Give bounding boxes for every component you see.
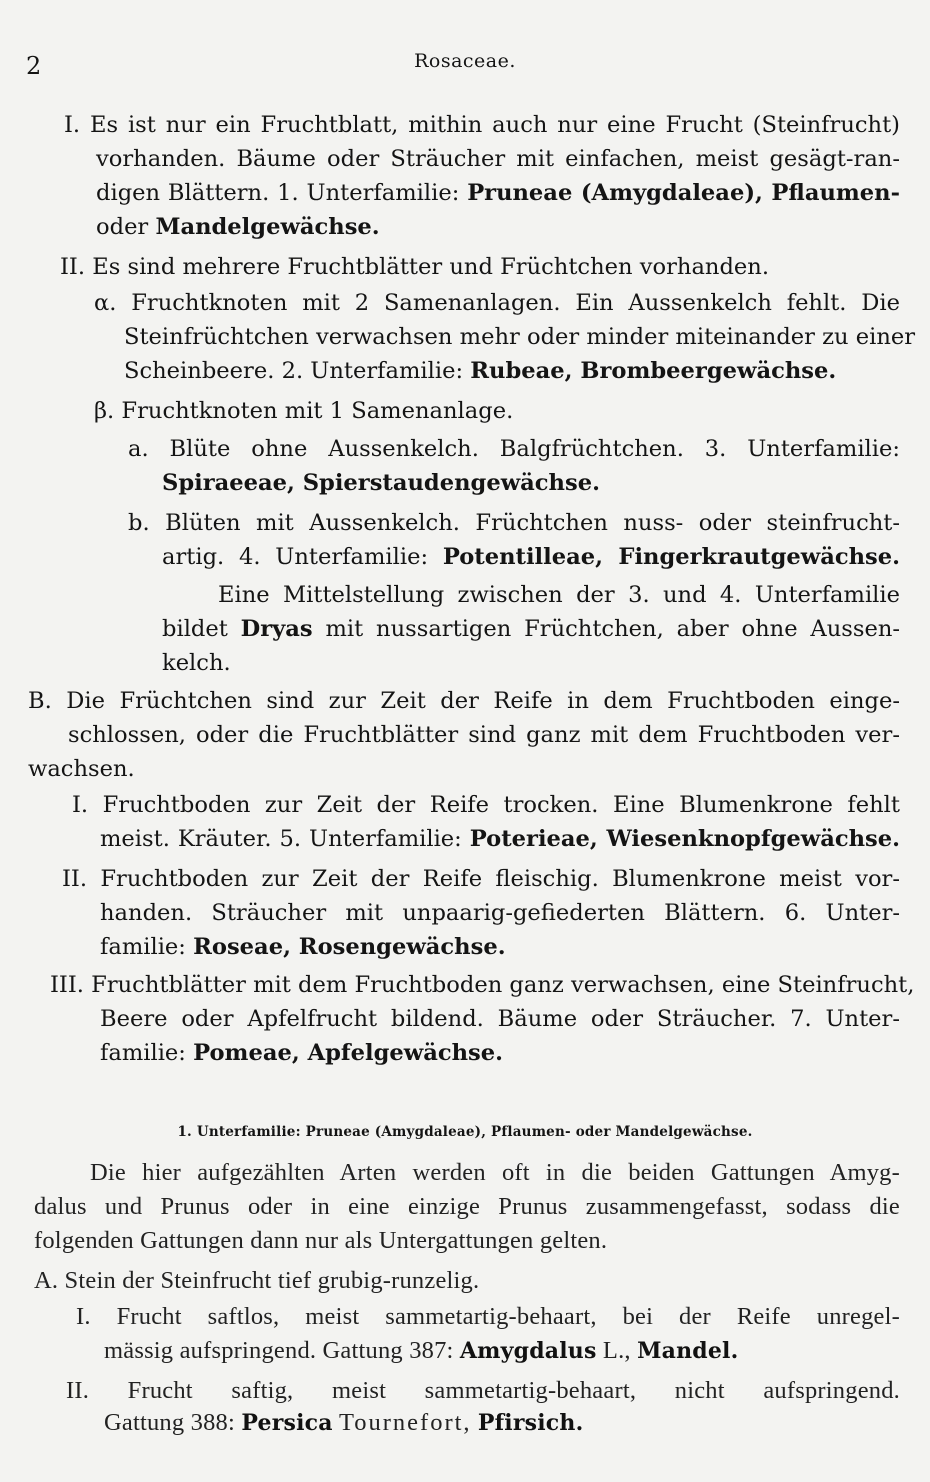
key-line: B. Die Früchtchen sind zur Zeit der Reife in dem Fruchtboden einge- [28, 688, 900, 714]
key-line: A. Stein der Steinfrucht tief grubig-runzelig. [34, 1267, 480, 1294]
subfamily-name: Pruneae (Amygdaleae), Pflaumen- [467, 180, 900, 206]
text: bildet [162, 616, 228, 642]
text: digen Blättern. 1. Unterfamilie: [96, 180, 460, 206]
key-line [96, 176, 900, 210]
key-line: b. Blüten mit Aussenkelch. Früchtchen nuss- oder steinfrucht- [128, 510, 900, 536]
key-line: handen. Sträucher mit unpaarig-gefiederten Blättern. 6. Unter- [100, 900, 900, 926]
paragraph-line: Die hier aufgezählten Arten werden oft in die beiden Gattungen Amyg- [90, 1159, 900, 1186]
common-name: Mandel. [637, 1338, 739, 1364]
key-line: wachsen. [28, 756, 135, 782]
text: Gattung 388: [104, 1409, 236, 1436]
key-line: II. Es sind mehrere Fruchtblätter und Früchtchen vorhanden. [60, 254, 770, 280]
key-line [162, 612, 900, 646]
text: familie: [100, 1040, 186, 1066]
text: mässig aufspringend. Gattung 387: [104, 1337, 454, 1364]
running-title: Rosaceae. [414, 50, 516, 72]
key-line [100, 930, 506, 964]
key-line: α. Fruchtknoten mit 2 Samenanlagen. Ein Aussenkelch fehlt. Die [94, 290, 900, 316]
key-line [162, 540, 900, 574]
subfamily-name: Pomeae, Apfelgewächse. [193, 1040, 504, 1066]
key-line: II. Frucht saftig, meist sammetartig-behaart, nicht aufspringend. [66, 1377, 900, 1404]
subfamily-name: Mandelgewächse. [155, 214, 380, 240]
text: meist. Kräuter. 5. Unterfamilie: [100, 826, 462, 852]
key-line: I. Frucht saftlos, meist sammetartig-behaart, bei der Reife unregel- [76, 1303, 900, 1330]
key-line: schlossen, oder die Fruchtblätter sind ganz mit dem Fruchtboden ver- [68, 722, 900, 748]
paragraph-line: dalus und Prunus oder in eine einzige Prunus zusammengefasst, sodass die [34, 1193, 900, 1220]
key-line: II. Fruchtboden zur Zeit der Reife fleischig. Blumenkrone meist vor- [62, 866, 900, 892]
section-title: 1. Unterfamilie: Pruneae (Amygdaleae), Pflaumen- oder Mandelgewächse. [177, 1124, 753, 1140]
key-line: a. Blüte ohne Aussenkelch. Balgfrüchtchen. 3. Unterfamilie: [128, 436, 900, 462]
key-line [104, 1406, 583, 1440]
subfamily-name: Potentilleae, Fingerkrautgewächse. [442, 544, 900, 570]
key-line: Beere oder Apfelfrucht bildend. Bäume oder Sträucher. 7. Unter- [100, 1006, 900, 1032]
text: familie: [100, 934, 186, 960]
author: L., [602, 1337, 631, 1364]
common-name: Pfirsich. [477, 1410, 584, 1436]
genus-name: Amygdalus [459, 1338, 597, 1364]
subfamily-name: Poterieae, Wiesenknopfgewächse. [469, 826, 900, 852]
text: mit nussartigen Früchtchen, aber ohne Aussen- [325, 616, 901, 642]
key-line: Eine Mittelstellung zwischen der 3. und 4. Unterfamilie [218, 582, 900, 608]
subfamily-name: Spiraeeae, Spierstaudengewächse. [162, 470, 600, 496]
key-line: β. Fruchtknoten mit 1 Samenanlage. [94, 398, 514, 424]
paragraph-line: folgenden Gattungen dann nur als Untergattungen gelten. [34, 1227, 608, 1254]
genus-name: Dryas [240, 616, 313, 642]
key-line: I. Fruchtboden zur Zeit der Reife trocken. Eine Blumenkrone fehlt [72, 792, 900, 818]
key-line [96, 210, 380, 244]
genus-name: Persica [241, 1410, 333, 1436]
key-line [100, 1036, 503, 1070]
subfamily-name: Rubeae, Brombeergewächse. [470, 358, 837, 384]
key-line: kelch. [162, 650, 231, 676]
key-line: III. Fruchtblätter mit dem Fruchtboden ganz verwachsen, eine Steinfrucht, [50, 972, 915, 998]
key-line: Steinfrüchtchen verwachsen mehr oder minder miteinander zu einer [124, 324, 916, 350]
key-line [124, 354, 836, 388]
key-line [104, 1334, 738, 1368]
key-line: vorhanden. Bäume oder Sträucher mit einfachen, meist gesägt-ran- [96, 146, 900, 172]
subfamily-name: Roseae, Rosengewächse. [193, 934, 506, 960]
text: artig. 4. Unterfamilie: [162, 544, 429, 570]
key-line: I. Es ist nur ein Fruchtblatt, mithin auch nur eine Frucht (Steinfrucht) [64, 112, 900, 138]
text: oder [96, 214, 149, 240]
key-line [100, 822, 900, 856]
author: Tournefort, [339, 1409, 472, 1436]
text: Scheinbeere. 2. Unterfamilie: [124, 358, 464, 384]
page-number: 2 [26, 52, 42, 80]
